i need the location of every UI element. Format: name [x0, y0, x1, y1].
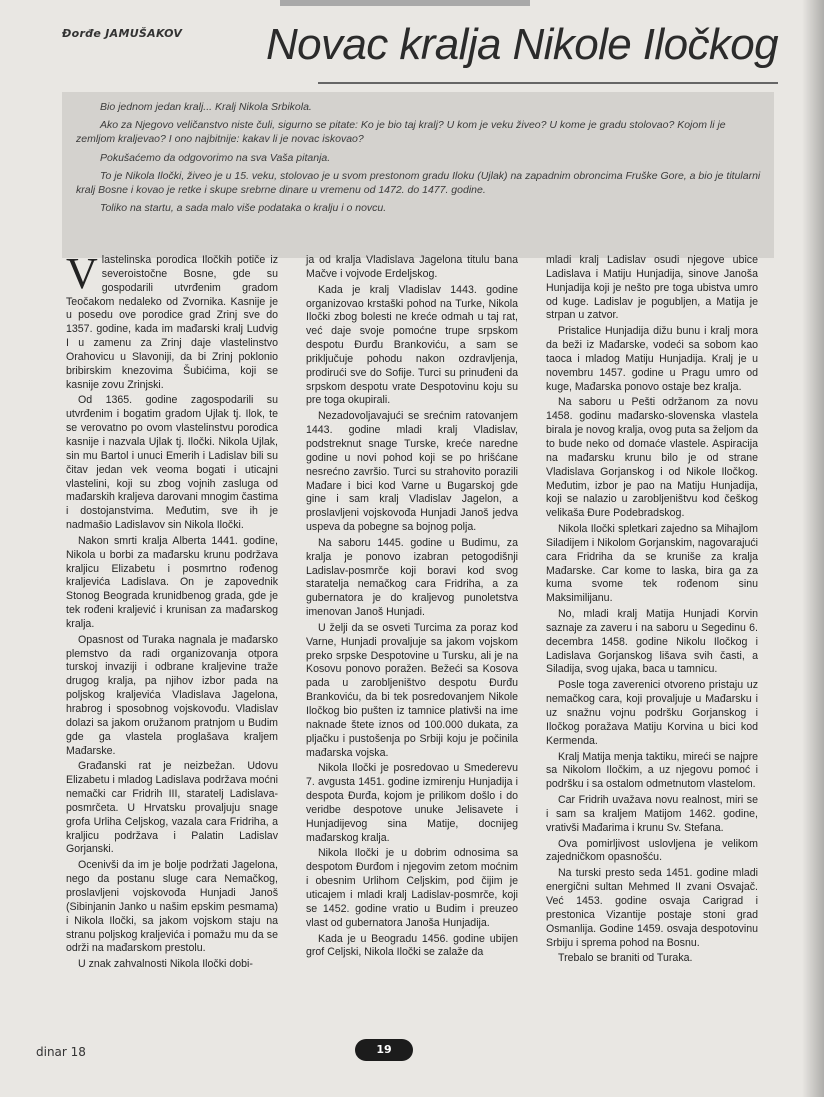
article-paragraph: Posle toga zaverenici otvoreno pristaju uz nemačkog cara, koji provaljuje u Mađarsku i uz snažnu vojnu podršku Gorjanskog i Iločkog poražava Matiju Korvina u bici kod Kermenda.	[546, 679, 758, 747]
article-paragraph: Kada je kralj Vladislav 1443. godine organizovao krstaški pohod na Turke, Nikola Iločki zbog bolesti ne kreće odmah u taj rat, već daje svoje pomoćne trupe srpskom despotu Đurđu Brankoviću, a sam se priključuje pohodu nakon ozdravljenja, prodirući sve do Sofije. Turci su prinuđeni da srpskom despotu vrate Despotovinu koju su pre toga okupirali.	[306, 283, 518, 407]
intro-paragraph: To je Nikola Iločki, živeo je u 15. veku, stolovao je u svom prestonom gradu Iloku (Ujlak) na zapadnim obroncima Fruške Gore, a bio je titularni kralj Bosne i kovao je retke i skupe srebrne dinare u vremenu od 1472. do 1477. godine.	[76, 169, 761, 197]
article-paragraph: Nikola Iločki spletkari zajedno sa Mihajlom Siladijem i Nikolom Gorjanskim, nagovarajući cara Fridriha da se kruniše za kralja Mađarske. Car kome to laska, bira ga za kuma svome tek rođenom sinu Maksimilijanu.	[546, 523, 758, 605]
article-paragraph: Kralj Matija menja taktiku, mireći se najpre sa Nikolom Iločkim, a uz njegovu pomoć i podršku i sa ostalom odmetnutom vlastelom.	[546, 750, 758, 791]
article-column-1	[66, 249, 278, 974]
intro-paragraph: Ako za Njegovo veličanstvo niste čuli, sigurno se pitate: Ko je bio taj kralj? U kom je veku živeo? U kome je gradu stolovao? Kojom li je zemljom kraljevao? I ono najbitnije: kakav li je novac iskovao?	[76, 119, 726, 146]
intro-paragraph: Pokušaćemo da odgovorimo na sva Vaša pitanja.	[100, 151, 331, 164]
article-paragraph: Nakon smrti kralja Alberta 1441. godine, Nikola u borbi za mađarsku krunu podržava kraljicu Elizabetu i posmrtno rođenog kraljevića Ladislava. On je zapovednik Stonog Beograda krunidbenog grada, gde je tek rođeni kraljević i krunisan za mađarskog kralja.	[66, 534, 278, 630]
article-paragraph: Car Fridrih uvažava novu realnost, miri se i sam sa kraljem Matijom 1462. godine, vrativši Mađarima i krunu Sv. Stefana.	[546, 794, 758, 834]
intro-paragraph: Toliko na startu, a sada malo više podataka o kralju i o novcu.	[100, 202, 387, 215]
article-paragraph: mladi kralj Ladislav osudi njegove ubice Ladislava i Matiju Hunjadija, sinove Janoša Hunjadija koji je nešto pre toga ubistva umro od kuge. Ladislav je pogubljen, a Matija je strpan u zatvor.	[546, 254, 758, 322]
article-paragraph: Ocenivši da im je bolje podržati Jagelona, nego da postanu sluge cara Nemačkog, proslavljeni vojskovođa Hunjadi Janoš (Sibinjanin Janko u našim epskim pesmama) i Nikola Iločki, sa jakom vojskom staju na stranu poljskog kraljevića i pomažu mu da se održi na mađarskom prestolu.	[66, 859, 278, 955]
title-underline	[318, 82, 778, 84]
intro-box	[62, 92, 774, 258]
article-column-3	[546, 254, 758, 968]
article-paragraph: Od 1365. godine zagospodarili su utvrđenim i bogatim gradom Ujlak tj. Ilok, te se verovatno po ovom vlastelinstvu porodica kasnije i nazvala Ujlak tj. Iločki. Nikola Ujlak, sin mu Bartol i unuci Emerih i Ladislav bili su čitav jedan vek veoma bogati i uticajni vlastelini, koji su zbog vojnih zasluga od mađarskih kraljeva darovani mnogim častima i dostojanstvima. Međutim, sve ih je nadmašio Ladislavov sin Nikola Iločki.	[66, 394, 278, 532]
article-paragraph: U želji da se osveti Turcima za poraz kod Varne, Hunjadi provaljuje sa jakom vojskom preko srpske Despotovine u Tursku, ali je na Kosovu ponovo poražen. Bežeći sa Kosova pada u zarobljeništvo despotu Đurđu Brankoviću, da bi tek posredovanjem Nikole Iločkog bio pušten iz tamnice plativši na ime naknade štete iznos od 100.000 dukata, za pljačku i pustošenja po Srbiji koju je počinila mađarska vojska.	[306, 621, 518, 759]
article-paragraph: Trebalo se braniti od Turaka.	[558, 952, 693, 965]
magazine-issue: dinar 18	[36, 1045, 86, 1059]
page-edge-shadow	[802, 0, 824, 1097]
intro-paragraph: Bio jednom jedan kralj... Kralj Nikola Srbikola.	[100, 101, 312, 113]
article-paragraph: No, mladi kralj Matija Hunjadi Korvin saznaje za zaveru i na saboru u Segedinu 6. decembra 1458. godine Nikolu Iločkog i Ladislava Gorjanskog lišava svih časti, a Siladija, svog ujaka, baca u tamnicu.	[546, 608, 758, 676]
article-paragraph: Kada je u Beogradu 1456. godine ubijen grof Celjski, Nikola Iločki se zalaže da	[306, 932, 518, 959]
article-column-2	[306, 254, 518, 962]
paragraph-text: lastelinska porodica Iločkih potiče iz severoistočne Bosne, gde su gospodarili utvrđenim gradom Teočakom nedaleko od Zvornika. Kasnije je u posedu ove porodice grad Zrinj sve do 1357. godine, kada im mađarski kralj Ludvig I u zamenu za Zrinj daje vlastelinstvo Orahovicu u Slavoniji, da bi Zrinj poklonio bribirskim knezovima Šubićima, koji se kasnije zovu Zrinjski.	[66, 254, 278, 391]
article-paragraph: Na saboru 1445. godine u Budimu, za kralja je ponovo izabran petogodišnji Ladislav-posmrče koji boravi kod svog staratelja nemačkog cara Fridriha, a za gubernatora je do kraljevog punoletstva imenovan Janoš Hunjadi.	[306, 536, 518, 619]
article-paragraph: Nikola Iločki je posredovao u Smederevu 7. avgusta 1451. godine izmirenju Hunjadija i despota Đurđa, kojom je prilikom došlo i do veridbe despotove unuke Jelisavete i Hunjadijevog sina Matije, docnijeg mađarskog kralja.	[306, 762, 518, 844]
top-decorative-bar	[280, 0, 530, 6]
article-paragraph: Pristalice Hunjadija dižu bunu i kralj mora da beži iz Mađarske, vodeći sa sobom kao taoca i mladog Matiju Hunjadija. Kralj je u novembru 1457. godine u Pragu umro od kuge, Mađarska ponovo ostaje bez kralja.	[546, 325, 758, 393]
author-name: Đorđe JAMUŠAKOV	[62, 27, 183, 40]
drop-cap: V	[66, 249, 98, 298]
article-paragraph: Nezadovoljavajući se srećnim ratovanjem 1443. godine mladi kralj Vladislav, podstreknut snage Turske, kreće naredne godine u novi pohod koji se po hrišćane nesrećno završio. Turci su strahovito porazili Mađare i bici kod Varne u Bugarskoj gde gine i sam kralj Vladislav Jagelon, a proslavljeni vojskovođa Hunjadi Janoš jedva uspeva da pobegne sa bojnog polja.	[306, 410, 518, 534]
article-paragraph: Na saboru u Pešti održanom za novu 1458. godinu mađarsko-slovenska vlastela birala je novog kralja, ovog puta sa željom da to bude neko od domaće vlastele. Aspiracija na mađarsku krunu bilo je od strane Vladislava Gorjanskog i od Nikole Iločkog. Međutim, izbor je pao na Matiju Hunjadija, koji se nalazio u zarobljeništvu kod češkog velikaša Đure Podebradskog.	[546, 396, 758, 520]
article-title: Novac kralja Nikole Iločkog	[265, 20, 778, 69]
article-paragraph: ja od kralja Vladislava Jagelona titulu bana Mačve i vojvode Erdeljskog.	[306, 254, 518, 280]
page-number: 19	[355, 1039, 413, 1061]
article-paragraph: U znak zahvalnosti Nikola Iločki dobi-	[78, 958, 253, 971]
article-paragraph: Ova pomirljivost uslovljena je velikom zajedničkom opasnošću.	[546, 837, 758, 864]
article-paragraph	[66, 249, 278, 392]
article-paragraph: Građanski rat je neizbežan. Udovu Elizabetu i mladog Ladislava podržava moćni nemački car Fridrih III, staratelj Ladislava-posmrčeta. U Hrvatsku provaljuju snage grofa Urliha Celjskog, vazala cara Fridriha, a kraljicu podržava i Palatin Ladislav Gorjanski.	[66, 760, 278, 856]
article-paragraph: Nikola Iločki je u dobrim odnosima sa despotom Đurđom i njegovim zetom moćnim i obesnim Urlihom Celjskim, pod čijim je uticajem i mladi kralj Ladislav-posmrče, koji se 1452. godine vratio u Budim i preuzeo vlast od gubernatora Janoša Hunjadija.	[306, 847, 518, 929]
article-paragraph: Na turski presto seda 1451. godine mladi energični sultan Mehmed II zvani Osvajač. Već 1453. godine osvaja Carigrad i prestonica Vizantije postaje stoni grad Osmanlija. Godine 1459. osvaja despotovinu Srbiju i sprema pohod na Bosnu.	[546, 867, 758, 949]
article-paragraph: Opasnost od Turaka nagnala je mađarsko plemstvo da radi organizovanja otpora turskoj invaziji i odbrane kraljevine traže drugog kralja, pa njihov izbor pada na poljskog kraljevića Vladislava Jagelona, hrabrog i sposobnog vojskovođu. Vladislav dolazi sa jakom oružanom pratnjom u Budim gde ga vlastela proglašava kraljem Mađarske.	[66, 633, 278, 757]
